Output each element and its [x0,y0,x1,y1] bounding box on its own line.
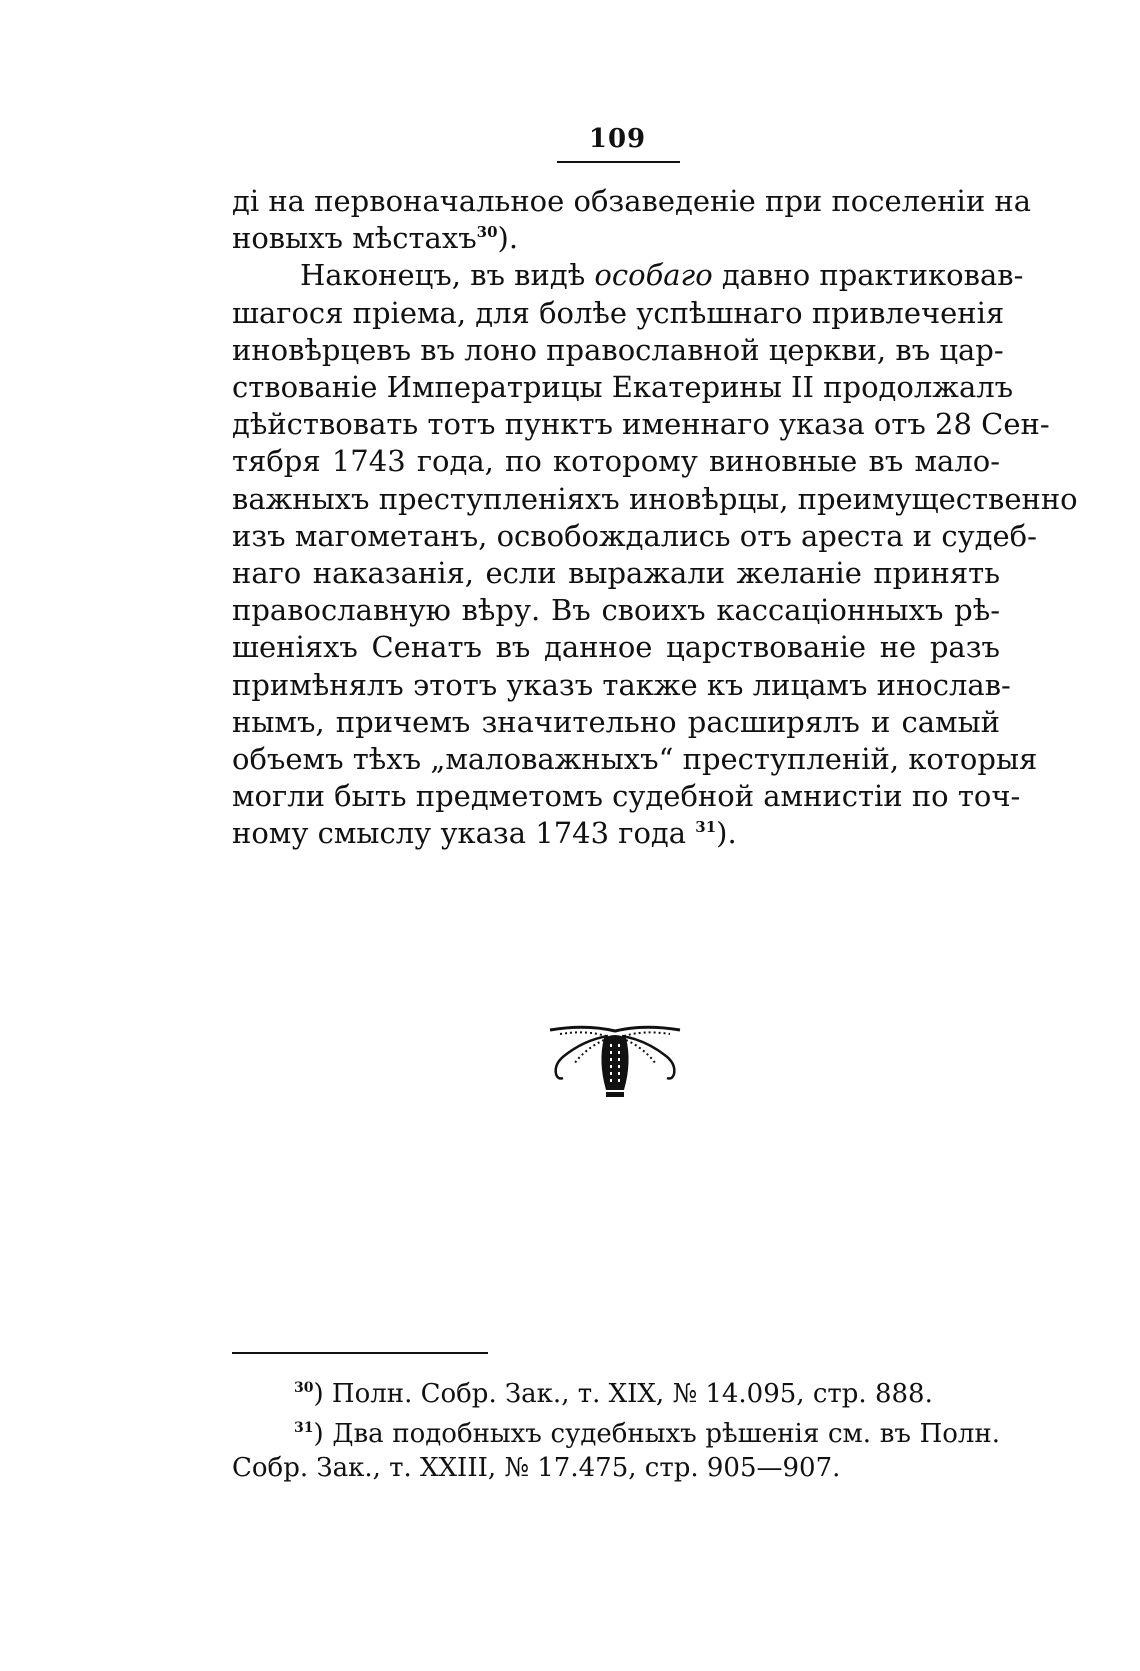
emphasis: особаго [594,258,713,293]
text-line: православную вѣру. Въ своихъ кассаціонныхъ рѣ- [232,593,1000,628]
text-line: важныхъ преступленіяхъ иновѣрцы, преимущественно [232,481,1078,516]
text-line: могли быть предметомъ судебной амнистіи по точ- [232,779,1021,814]
text-line: примѣнялъ этотъ указъ также къ лицамъ инослав- [232,667,1011,702]
footnote: $^{31}$) Два подобныхъ судебныхъ рѣшенія см. въ Полн. Собр. Зак., т. XXIII, № 17.475, стр. 905—907. [232,1419,1001,1483]
text-line: Наконецъ, въ видѣ особаго давно практиковав- [300,258,1024,293]
text-line: изъ магометанъ, освобождались отъ ареста и судеб- [232,518,1037,553]
footnote-ref: 31 [695,818,717,837]
text-line: объемъ тѣхъ „маловажныхъ“ преступленій, которыя [232,742,1038,777]
text-line: новыхъ мѣстахъ$^{30}$). [232,221,519,256]
footnote-ref: 30 [476,223,498,242]
page-number: 109 [588,124,647,154]
ornament-vignette [546,1022,684,1102]
footnote: $^{30}$) Полн. Собр. Зак., т. XIX, № 14.095, стр. 888. [294,1379,933,1409]
text-line: иновѣрцевъ въ лоно православной церкви, въ цар- [232,332,1004,367]
text-line: шагося пріема, для болѣе успѣшнаго привлеченія [232,295,1005,330]
footnotes [232,1371,1000,1485]
text-line: наго наказанія, если выражали желаніе принять [232,556,1000,591]
footnote-rule [232,1352,488,1354]
text-line: тября 1743 года, по которому виновные въ мало- [232,444,1000,479]
text-line: нымъ, причемъ значительно расширялъ и самый [232,704,1000,739]
page-number-rule [557,161,680,163]
body-text [232,183,1078,853]
text-line: ному смыслу указа 1743 года $^{31}$). [232,816,737,851]
text-line: ствованіе Императрицы Екатерины II продолжалъ [232,370,1014,405]
text-line: ді на первоначальное обзаведеніе при поселеніи на [232,184,1031,218]
text-line: шеніяхъ Сенатъ въ данное царствованіе не разъ [232,630,1000,665]
text-line: дѣйствовать тотъ пунктъ именнаго указа отъ 28 Сен- [232,407,1050,442]
